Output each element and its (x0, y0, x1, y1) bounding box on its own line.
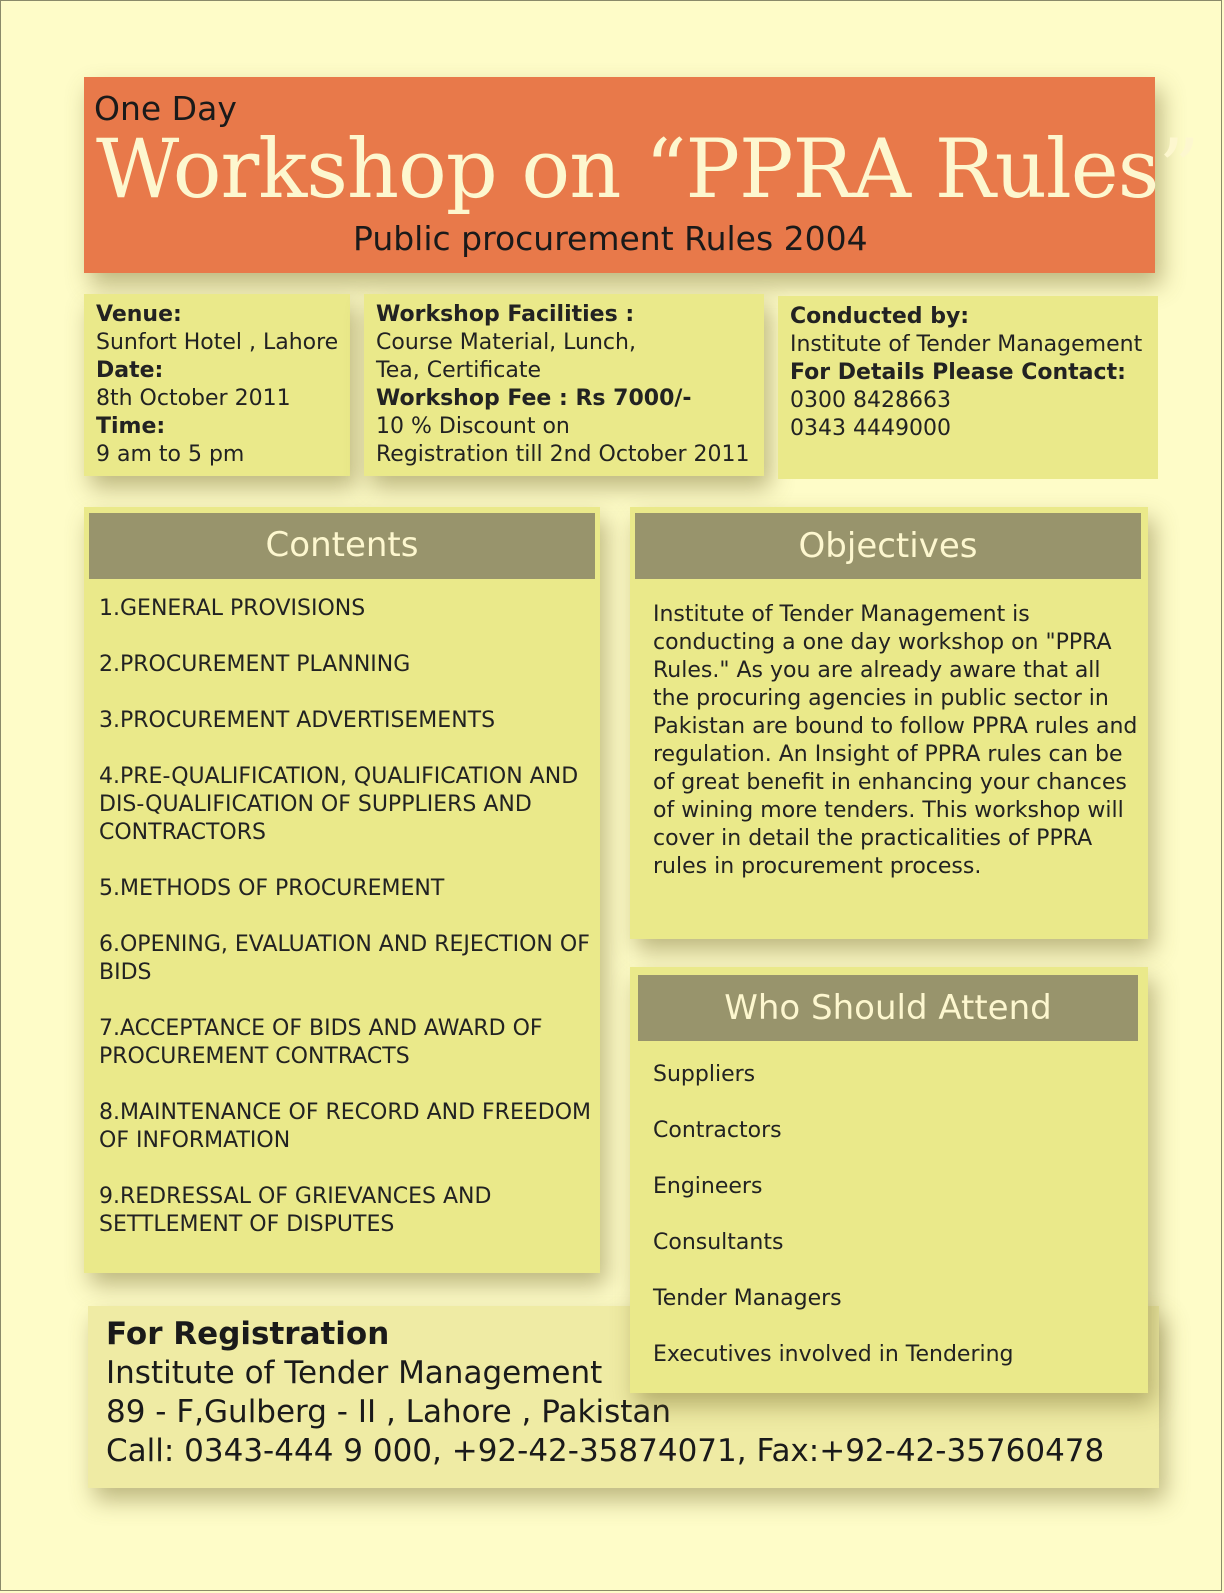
date-value: 8th October 2011 (96, 386, 291, 411)
objectives-text: Institute of Tender Management is conducting a one day workshop on "PPRA Rules." As you are already aware that all the procuring agencies in public sector in Pakistan are bound to follow PPRA rules and regulation. An Insight of PPRA rules can be of great benefit in enhancing your chances of wining more tenders. This workshop will cover in detail the practicalities of PPRA rules in procurement process. (653, 602, 1138, 879)
discount-line: 10 % Discount on (376, 414, 570, 439)
registration-phone: Call: 0343-444 9 000, +92-42-35874071, Fax:+92-42-35760478 (106, 1433, 1105, 1469)
list-item: Tender Managers (653, 1286, 842, 1311)
date-label: Date: (96, 358, 164, 383)
time-label: Time: (96, 414, 166, 439)
registration-address: 89 - F,Gulberg - II , Lahore , Pakistan (106, 1394, 672, 1430)
attend-panel (630, 967, 1148, 1393)
facilities-label: Workshop Facilities : (376, 302, 635, 327)
list-item: Contractors (653, 1118, 782, 1143)
header-banner (84, 77, 1199, 273)
pre-title: One Day (94, 89, 237, 128)
registration-heading: For Registration (106, 1316, 390, 1352)
list-item: 3.PROCUREMENT ADVERTISEMENTS (99, 708, 496, 733)
list-item: Engineers (653, 1174, 763, 1199)
list-item: 6.OPENING, EVALUATION AND REJECTION OF BIDS (99, 932, 590, 985)
objectives-panel (630, 507, 1148, 939)
list-item: 9.REDRESSAL OF GRIEVANCES AND SETTLEMENT OF DISPUTES (99, 1184, 492, 1237)
contents-list (99, 595, 599, 1267)
list-item: 7.ACCEPTANCE OF BIDS AND AWARD OF PROCUREMENT CONTRACTS (99, 1016, 543, 1069)
list-item: 2.PROCUREMENT PLANNING (99, 652, 411, 677)
workshop-fee: Workshop Fee : Rs 7000/- (376, 386, 692, 411)
contact-phone: 0343 4449000 (790, 416, 951, 441)
list-item: 4.PRE-QUALIFICATION, QUALIFICATION AND DIS-QUALIFICATION OF SUPPLIERS AND CONTRACTORS (99, 764, 579, 845)
facilities-line: Tea, Certificate (376, 358, 541, 383)
venue-box (84, 294, 350, 476)
venue-value: Sunfort Hotel , Lahore (96, 330, 339, 355)
conducted-by: Institute of Tender Management (790, 332, 1143, 357)
details-label: For Details Please Contact: (790, 360, 1126, 385)
attend-heading: Who Should Attend (638, 975, 1138, 1041)
list-item: 5.METHODS OF PROCUREMENT (99, 876, 445, 901)
conducted-label: Conducted by: (790, 304, 970, 329)
list-item: Consultants (653, 1230, 784, 1255)
registration-org: Institute of Tender Management (106, 1355, 603, 1391)
list-item: 1.GENERAL PROVISIONS (99, 596, 366, 621)
list-item: Executives involved in Tendering (653, 1342, 1014, 1367)
contents-heading: Contents (89, 513, 595, 579)
venue-label: Venue: (96, 302, 182, 327)
list-item: 8.MAINTENANCE OF RECORD AND FREEDOM OF INFORMATION (99, 1100, 591, 1153)
contents-panel (84, 507, 600, 1273)
time-value: 9 am to 5 pm (96, 442, 245, 467)
page-subtitle: Public procurement Rules 2004 (353, 219, 868, 258)
facilities-line: Course Material, Lunch, (376, 330, 636, 355)
list-item: Suppliers (653, 1062, 756, 1087)
page-title: Workshop on “PPRA Rules” (96, 123, 1199, 217)
objectives-heading: Objectives (635, 513, 1141, 579)
contact-box (778, 296, 1158, 479)
contact-phone: 0300 8428663 (790, 388, 951, 413)
discount-line: Registration till 2nd October 2011 (376, 442, 750, 467)
facilities-box (364, 294, 764, 476)
attend-list (653, 1061, 1014, 1397)
